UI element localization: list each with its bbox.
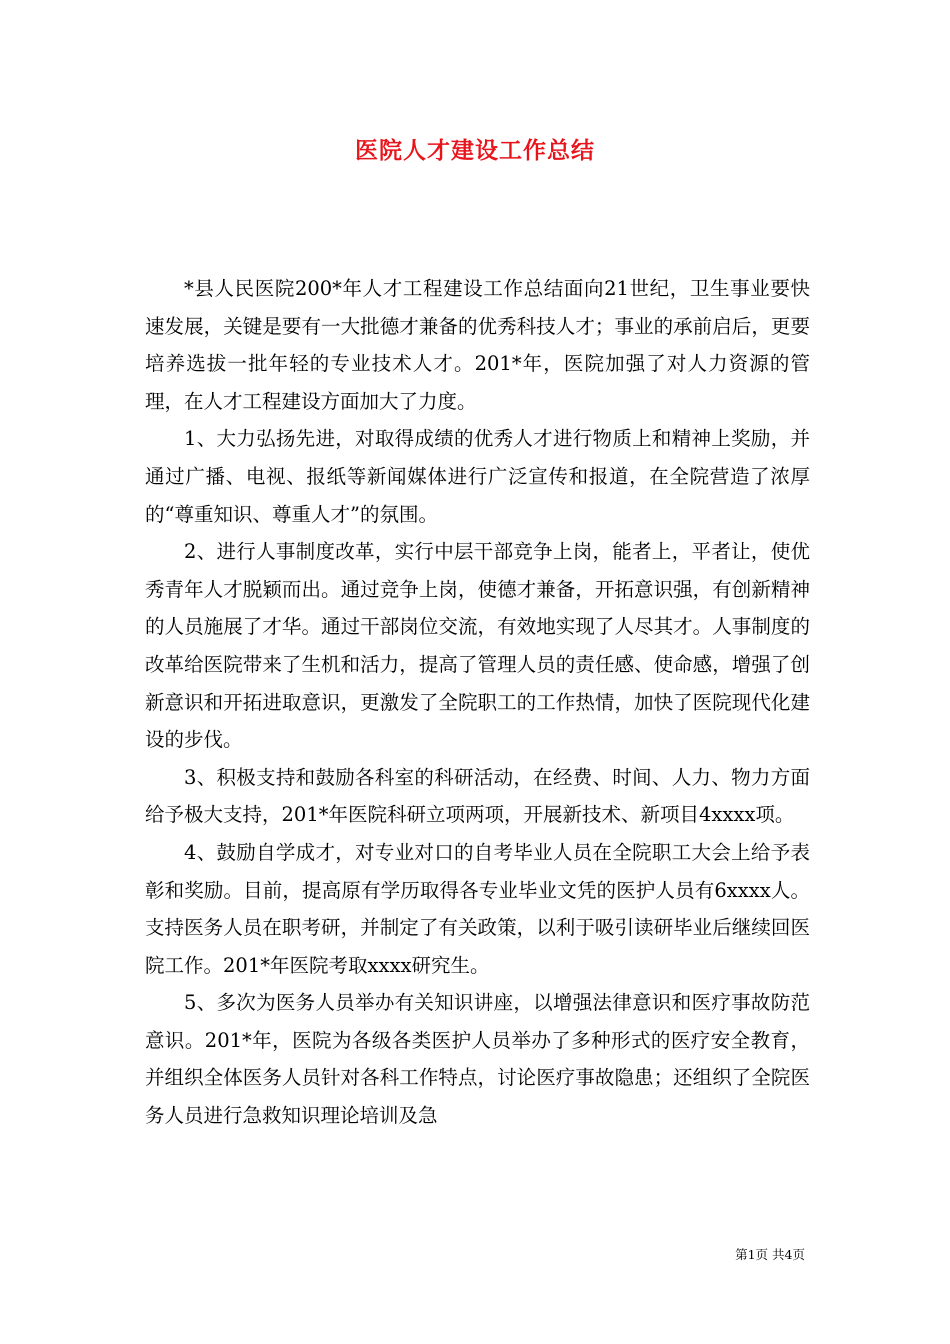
paragraph-5: 5、多次为医务人员举办有关知识讲座，以增强法律意识和医疗事故防范意识。201*年，医院为各级各类医护人员举办了多种形式的医疗安全教育，并组织全体医务人员针对各科工作特点，讨论医疗事故隐患；还组织了全院医务人员进行急救知识理论培训及急 [145,991,810,1128]
paragraph-intro: *县人民医院200*年人才工程建设工作总结面向21世纪，卫生事业要快速发展，关键是要有一大批德才兼备的优秀科技人才；事业的承前启后，更要培养选拔一批年轻的专业技术人才。201*年，医院加强了对人力资源的管理，在人才工程建设方面加大了力度。 [145,277,810,413]
document-body [145,270,810,1135]
page-number-footer: 第1页 共4页 [735,1247,805,1262]
paragraph-2: 2、进行人事制度改革，实行中层干部竞争上岗，能者上，平者让，使优秀青年人才脱颖而出。通过竞争上岗，使德才兼备，开拓意识强，有创新精神的人员施展了才华。通过干部岗位交流，有效地实现了人尽其才。人事制度的改革给医院带来了生机和活力，提高了管理人员的责任感、使命感，增强了创新意识和开拓进取意识，更激发了全院职工的工作热情，加快了医院现代化建设的步伐。 [145,540,810,752]
paragraph-3: 3、积极支持和鼓励各科室的科研活动，在经费、时间、人力、物力方面给予极大支持，201*年医院科研立项两项，开展新技术、新项目4xxxx项。 [145,765,810,827]
document-title: 医院人才建设工作总结 [355,137,595,164]
paragraph-4: 4、鼓励自学成才，对专业对口的自考毕业人员在全院职工大会上给予表彰和奖励。目前，提高原有学历取得各专业毕业文凭的医护人员有6xxxx人。支持医务人员在职考研，并制定了有关政策，以利于吸引读研毕业后继续回医院工作。201*年医院考取xxxx研究生。 [145,840,810,977]
paragraph-1: 1、大力弘扬先进，对取得成绩的优秀人才进行物质上和精神上奖励，并通过广播、电视、报纸等新闻媒体进行广泛宣传和报道，在全院营造了浓厚的“尊重知识、尊重人才”的氛围。 [145,427,810,526]
